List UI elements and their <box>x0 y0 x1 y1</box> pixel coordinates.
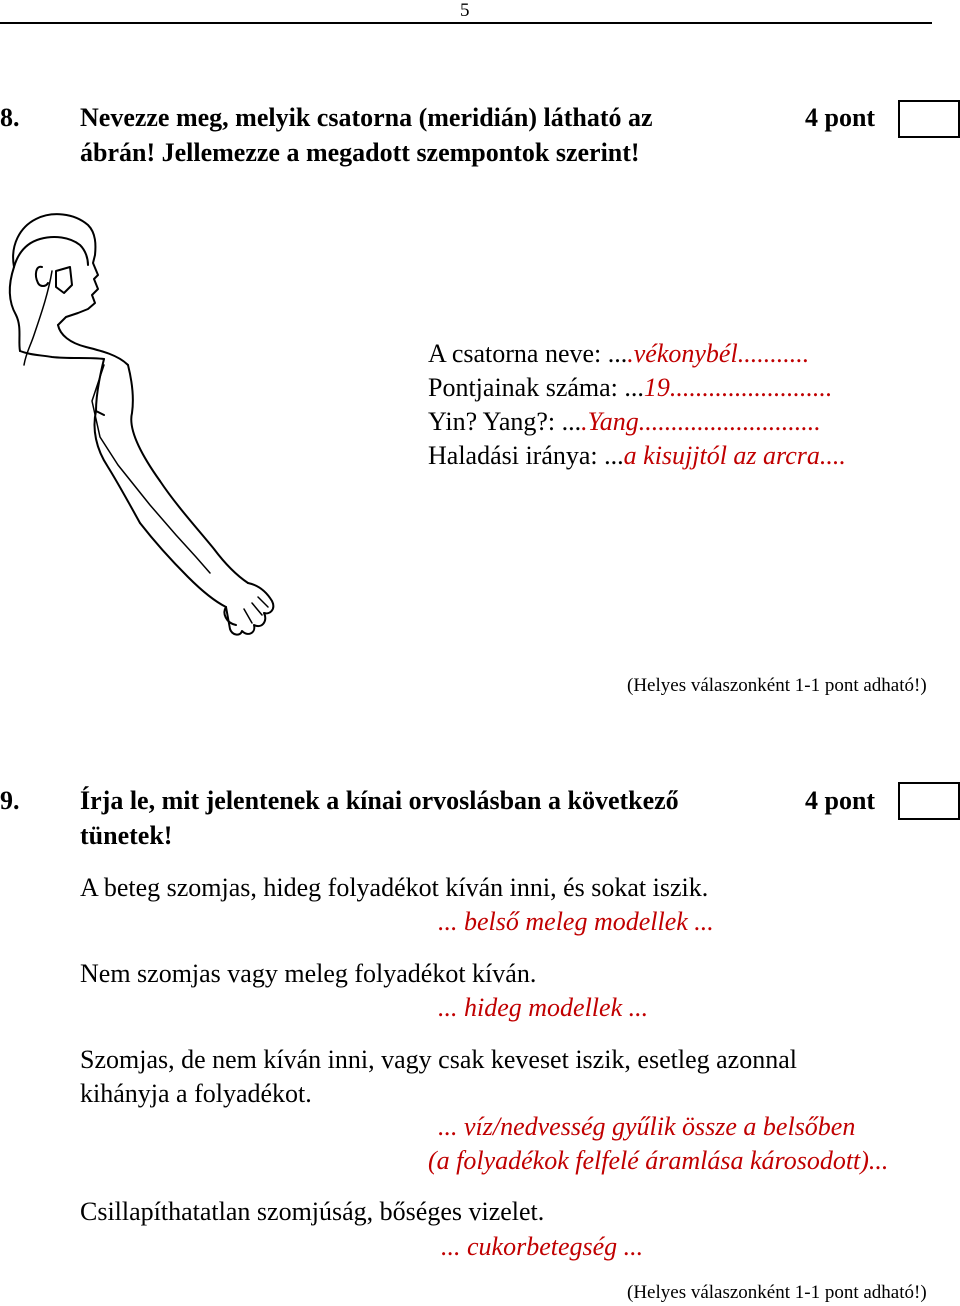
q9-symptom-3-line2: kihányja a folyadékot. <box>80 1079 312 1108</box>
q9-score-box[interactable] <box>898 782 960 820</box>
upper-arm-outer <box>128 365 160 481</box>
head-outline <box>13 214 98 325</box>
q9-text-line2: tünetek! <box>80 821 173 850</box>
hand <box>226 583 273 635</box>
q8-field-direction <box>428 441 846 471</box>
q8-score-box[interactable] <box>898 100 960 138</box>
face-region <box>56 267 72 293</box>
forearm-inner <box>140 523 226 607</box>
q8-field-point-count <box>428 373 832 403</box>
header-rule <box>0 22 932 24</box>
hair-line <box>14 237 88 267</box>
q9-answer-3-line2: (a folyadékok felfelé áramlása károsodott)... <box>428 1146 889 1175</box>
ear <box>36 267 48 286</box>
q9-symptom-3-line1: Szomjas, de nem kíván inni, vagy csak keveset iszik, esetleg azonnal <box>80 1045 797 1074</box>
q8-field-answer: a kisujjtól az arcra.... <box>623 441 846 470</box>
q8-field-answer: .vékonybél........... <box>627 339 810 368</box>
meridian-line <box>24 271 52 365</box>
q8-field-yin-yang <box>428 407 821 437</box>
q9-number: 9. <box>0 786 20 815</box>
q9-answer-2: ... hideg modellek ... <box>438 993 649 1022</box>
q9-answer-4: ... cukorbetegség ... <box>441 1232 644 1261</box>
page-number: 5 <box>460 0 470 21</box>
q9-answer-1: ... belső meleg modellek ... <box>438 907 714 936</box>
q8-number: 8. <box>0 103 20 132</box>
q8-field-label: A csatorna neve: ... <box>428 339 628 368</box>
q8-field-label: Yin? Yang?: ... <box>428 407 582 436</box>
q9-symptom-4: Csillapíthatatlan szomjúság, bőséges vizelet. <box>80 1197 545 1226</box>
q9-text-line1: Írja le, mit jelentenek a kínai orvoslásban a következő <box>80 786 679 815</box>
q9-symptom-1: A beteg szomjas, hideg folyadékot kíván inni, és sokat iszik. <box>80 873 709 902</box>
q9-scoring-note: (Helyes válaszonként 1-1 pont adható!) <box>627 1282 927 1303</box>
q8-points: 4 pont <box>805 103 876 132</box>
q8-text-line2: ábrán! Jellemezze a megadott szempontok szerint! <box>80 138 640 167</box>
q8-scoring-note: (Helyes válaszonként 1-1 pont adható!) <box>627 675 927 696</box>
q8-field-answer: 19......................... <box>643 373 833 402</box>
q9-symptom-2: Nem szomjas vagy meleg folyadékot kíván. <box>80 959 537 988</box>
q9-points: 4 pont <box>805 786 876 815</box>
q8-field-label: Haladási iránya: ... <box>428 441 624 470</box>
meridian-arm-figure <box>0 205 300 650</box>
q8-text-line1: Nevezze meg, melyik csatorna (meridián) látható az <box>80 103 653 132</box>
q8-field-channel-name <box>428 339 809 369</box>
shoulder <box>20 351 104 359</box>
q9-answer-3-line1: ... víz/nedvesség gyűlik össze a belsőben <box>438 1112 856 1141</box>
q8-field-answer: .Yang............................ <box>581 407 821 436</box>
neck-back <box>10 267 20 351</box>
q8-field-label: Pontjainak száma: ... <box>428 373 644 402</box>
